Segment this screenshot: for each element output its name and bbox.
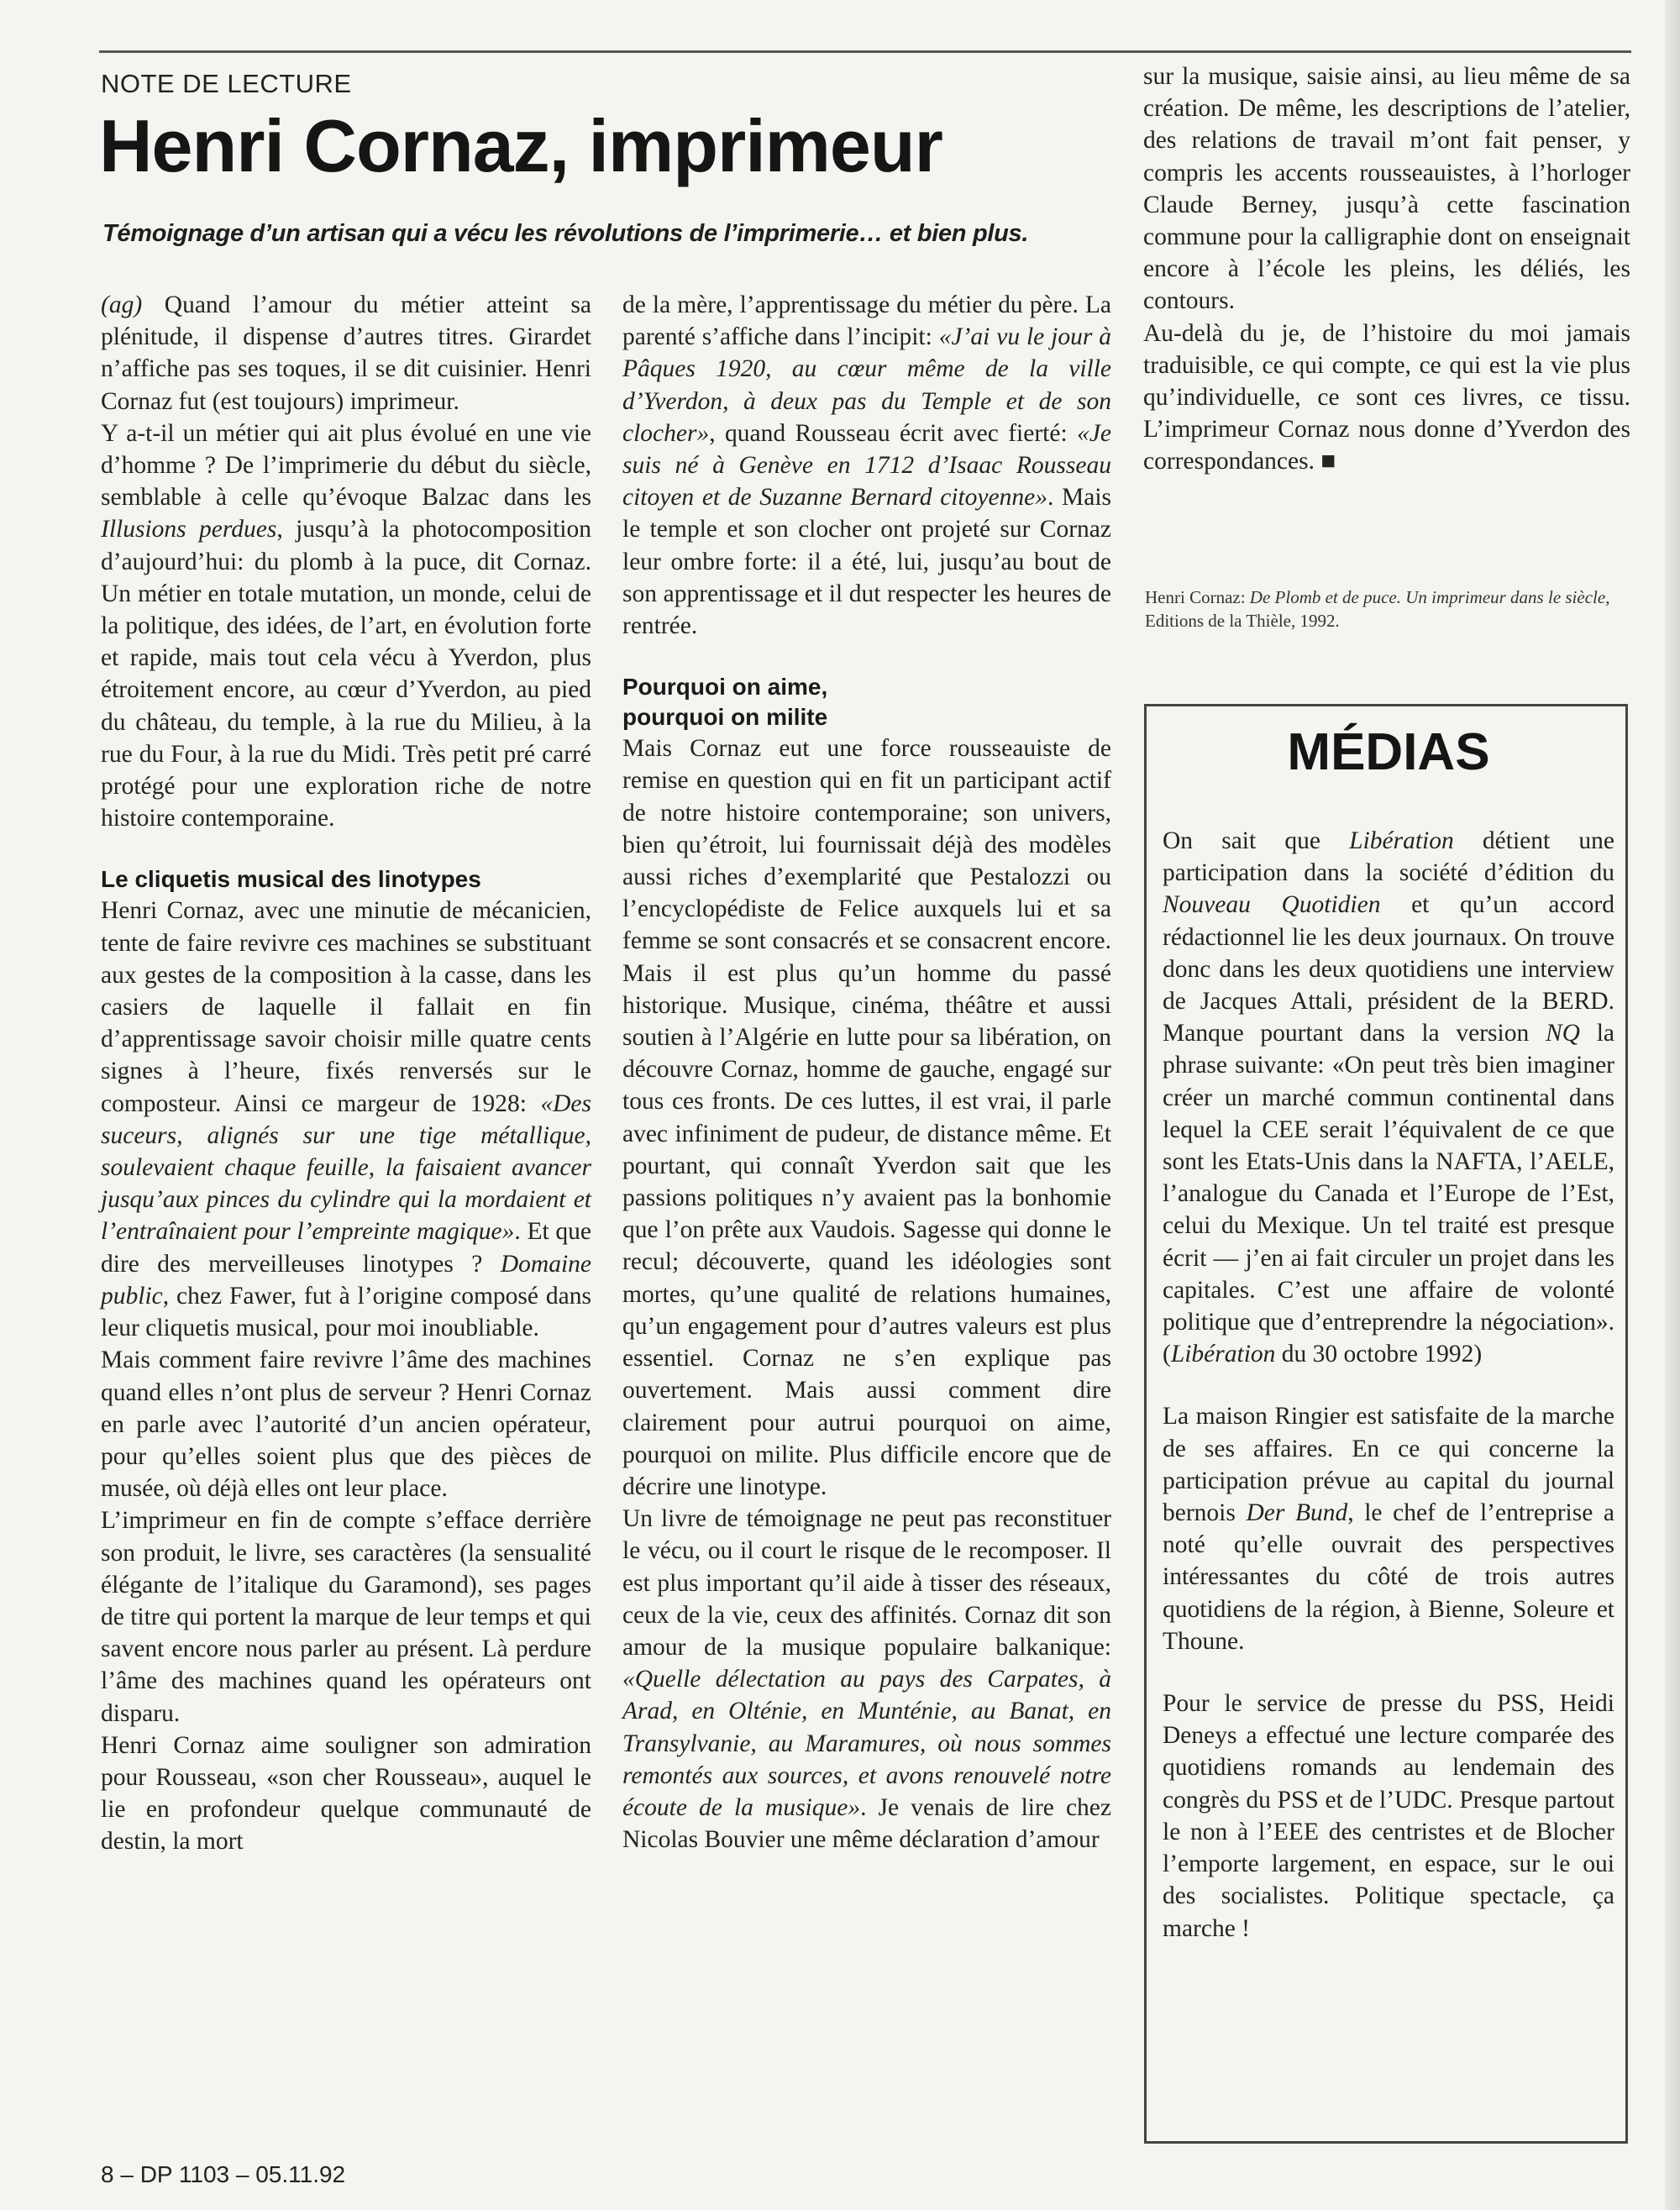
paragraph: sur la musique, saisie ainsi, au lieu même de sa création. De même, les descriptions de l’atelier, des relations de travail m’ont fait penser, y compris les accents rousseauistes, à l’horloger Claude Berney, jusqu’à cette fascination commune pour la calligraphie dont on enseignait encore à l’école les pleins, les déliés, les contours. [1143, 63, 1630, 315]
subheading-linotypes: Le cliquetis musical des linotypes [101, 866, 481, 893]
paragraph: L’imprimeur en fin de compte s’efface derrière son produit, le livre, ses caractères (la sensualité élégante de l’italique du Garamond), ses pages de titre qui portent la marque de leur temps et qui savent encore nous parler au présent. Là perdure l’âme des machines quand les opérateurs ont disparu. [101, 1507, 591, 1727]
paragraph: Mais comment faire revivre l’âme des machines quand elles n’ont plus de serveur ? Henri Cornaz en parle avec l’autorité d’un ancien opérateur, pour qu’elles soient plus que des pièces de musée, où déjà elles ont leur place. [101, 1346, 591, 1503]
paragraph: Un livre de témoignage ne peut pas reconstituer le vécu, ou il court le risque de le recomposer. Il est plus important qu’il aide à tisser des réseaux, ceux de la vie, ceux des affinités. Cornaz dit son amour de la musique populaire balkanique: «Quelle délectation au pays des Carpates, à Arad, en Olténie, en Munténie, au Banat, en Transylvanie, au Maramures, où nous sommes remontés aux sources, et avons renouvelé notre écoute de la musique». Je venais de lire chez Nicolas Bouvier une même déclaration d’amour [622, 1505, 1111, 1854]
paragraph: La maison Ringier est satisfaite de la marche de ses affaires. En ce qui concerne la participation prévue au capital du journal bernois Der Bund, le chef de l’entreprise a noté qu’elle ouvrait des perspectives intéressantes du côté de trois autres quotidiens de la région, à Bienne, Soleure et Thoune. [1163, 1403, 1614, 1655]
paragraph: On sait que Libération détient une participation dans la société d’édition du Nouveau Quotidien et qu’un accord rédactionnel lie les deux journaux. On trouve donc dans les deux quotidiens une interview de Jacques Attali, président de la BERD. Manque pourtant dans la version NQ la phrase suivante: «On peut très bien imaginer créer un marché commun continental dans lequel la CEE serait l’équivalent de ce que sont les Etats-Unis dans la NAFTA, l’AELE, l’analogue du Canada et l’Europe de l’Est, celui du Mexique. Un tel traité est presque écrit — j’en ai fait circuler un projet dans les capitales. C’est une affaire de volonté politique que d’entreprendre la négociation». (Libération du 30 octobre 1992) [1163, 827, 1615, 1368]
paragraph: de la mère, l’apprentissage du métier du père. La parenté s’affiche dans l’incipit: «J’ai vu le jour à Pâques 1920, au cœur même de la ville d’Yverdon, à deux pas du Temple et de son clocher», quand Rousseau écrit avec fierté: «Je suis né à Genève en 1712 d’Isaac Rousseau citoyen et de Suzanne Bernard citoyenne». Mais le temple et son clocher ont projeté sur Cornaz leur ombre forte: il a été, lui, jusqu’au bout de son apprentissage et il dut respecter les heures de rentrée. [622, 291, 1112, 640]
book-reference: Henri Cornaz: De Plomb et de puce. Un imprimeur dans le siècle, Editions de la Thièle, 1992. [1145, 587, 1610, 631]
paragraph: Henri Cornaz aime souligner son admiration pour Rousseau, «son cher Rousseau», auquel le lie en profondeur quelque communauté de destin, la mort [101, 1731, 591, 1856]
page-edge-shadow [1665, 0, 1680, 2210]
paragraph: Pour le service de presse du PSS, Heidi Deneys a effectué une lecture comparée des quotidiens romands au lendemain des congrès du PSS et de l’UDC. Presque partout le non à l’EEE des centristes et de Blocher l’emporte largement, en espace, sur le oui des socialistes. Politique spectacle, ça marche ! [1163, 1690, 1614, 1942]
article-column-2 [622, 289, 1111, 1856]
headline: Henri Cornaz, imprimeur [99, 104, 942, 187]
article-column-1 [101, 289, 591, 1858]
section-kicker: NOTE DE LECTURE [101, 69, 352, 98]
top-rule [99, 50, 1631, 53]
paragraph: Y a-t-il un métier qui ait plus évolué en une vie d’homme ? De l’imprimerie du début du siècle, semblable à celle qu’évoque Balzac dans les Illusions perdues, jusqu’à la photocomposition d’aujourd’hui: du plomb à la puce, dit Cornaz. Un métier en totale mutation, un monde, celui de la politique, des idées, de l’art, en évolution forte et rapide, mais tout cela vécu à Yverdon, plus étroitement encore, au cœur d’Yverdon, au pied du château, du temple, à la rue du Milieu, à la rue du Four, à la rue du Midi. Très petit pré carré protégé pour une exploration riche de notre histoire contemporaine. [101, 419, 591, 832]
paragraph: Au-delà du je, de l’histoire du moi jamais traduisible, ce qui compte, ce qui est la vie plus qu’individuelle, ce sont ces livres, ce tissu. L’imprimeur Cornaz nous donne d’Yverdon des correspondances. ■ [1143, 319, 1630, 475]
paragraph: Henri Cornaz, avec une minutie de mécanicien, tente de faire revivre ces machines se substituant aux gestes de la composition à la casse, dans les casiers de laquelle il fallait en fin d’apprentissage savoir choisir mille quatre cents signes à l’heure, fixés renversés sur le composteur. Ainsi ce margeur de 1928: «Des suceurs, alignés sur une tige métallique, soulevaient chaque feuille, la faisaient avancer jusqu’aux pinces du cylindre qui la mordaient et l’entraînaient pour l’empreinte magique». Et que dire des merveilleuses linotypes ? Domaine public, chez Fawer, fut à l’origine composé dans leur cliquetis musical, pour moi inoubliable. [101, 897, 591, 1342]
author-initials: (ag) [101, 291, 143, 318]
end-mark: ■ [1314, 448, 1336, 475]
article-column-3 [1143, 60, 1630, 478]
paragraph: (ag) Quand l’amour du métier atteint sa plénitude, il dispense d’autres titres. Girardet n’affiche pas ses toques, il se dit cuisinier. Henri Cornaz fut (est toujours) imprimeur. [101, 291, 591, 415]
medias-box-text [1163, 825, 1614, 1975]
subheading-pourquoi: Pourquoi on aime, pourquoi on milite [622, 674, 828, 731]
medias-box-title: MÉDIAS [1287, 723, 1490, 781]
paragraph: Mais Cornaz eut une force rousseauiste de remise en question qui en fit un participant actif de notre histoire contemporaine; son univers, bien qu’étroit, lui fournissait déjà des modèles aussi riches d’exemplarité que Pestalozzi ou l’encyclopédiste de Felice auxquels lui et sa femme se sont consacrés et se consacrent encore. Mais il est plus qu’un homme du passé historique. Musique, cinéma, théâtre et aussi soutien à l’Algérie en lutte pour sa libération, on découvre Cornaz, homme de gauche, engagé sur tous ces fronts. De ces luttes, il est vrai, il parle avec infiniment de pudeur, de distance même. Et pourtant, qui connaît Yverdon sait que les passions politiques n’y avaient pas la bonhomie que l’on prête aux Vaudois. Sagesse qui donne le recul; découverte, quand les idéologies sont mortes, qu’une qualité de relations humaines, qu’un engagement pour d’autres valeurs est plus essentiel. Cornaz ne s’en explique pas ouvertement. Mais aussi comment dire clairement pour autrui pourquoi on aime, pourquoi on milite. Plus difficile encore que de décrire une linotype. [622, 735, 1111, 1500]
subtitle: Témoignage d’un artisan qui a vécu les révolutions de l’imprimerie… et bien plus. [102, 220, 1029, 247]
page-folio: 8 – DP 1103 – 05.11.92 [101, 2161, 346, 2187]
